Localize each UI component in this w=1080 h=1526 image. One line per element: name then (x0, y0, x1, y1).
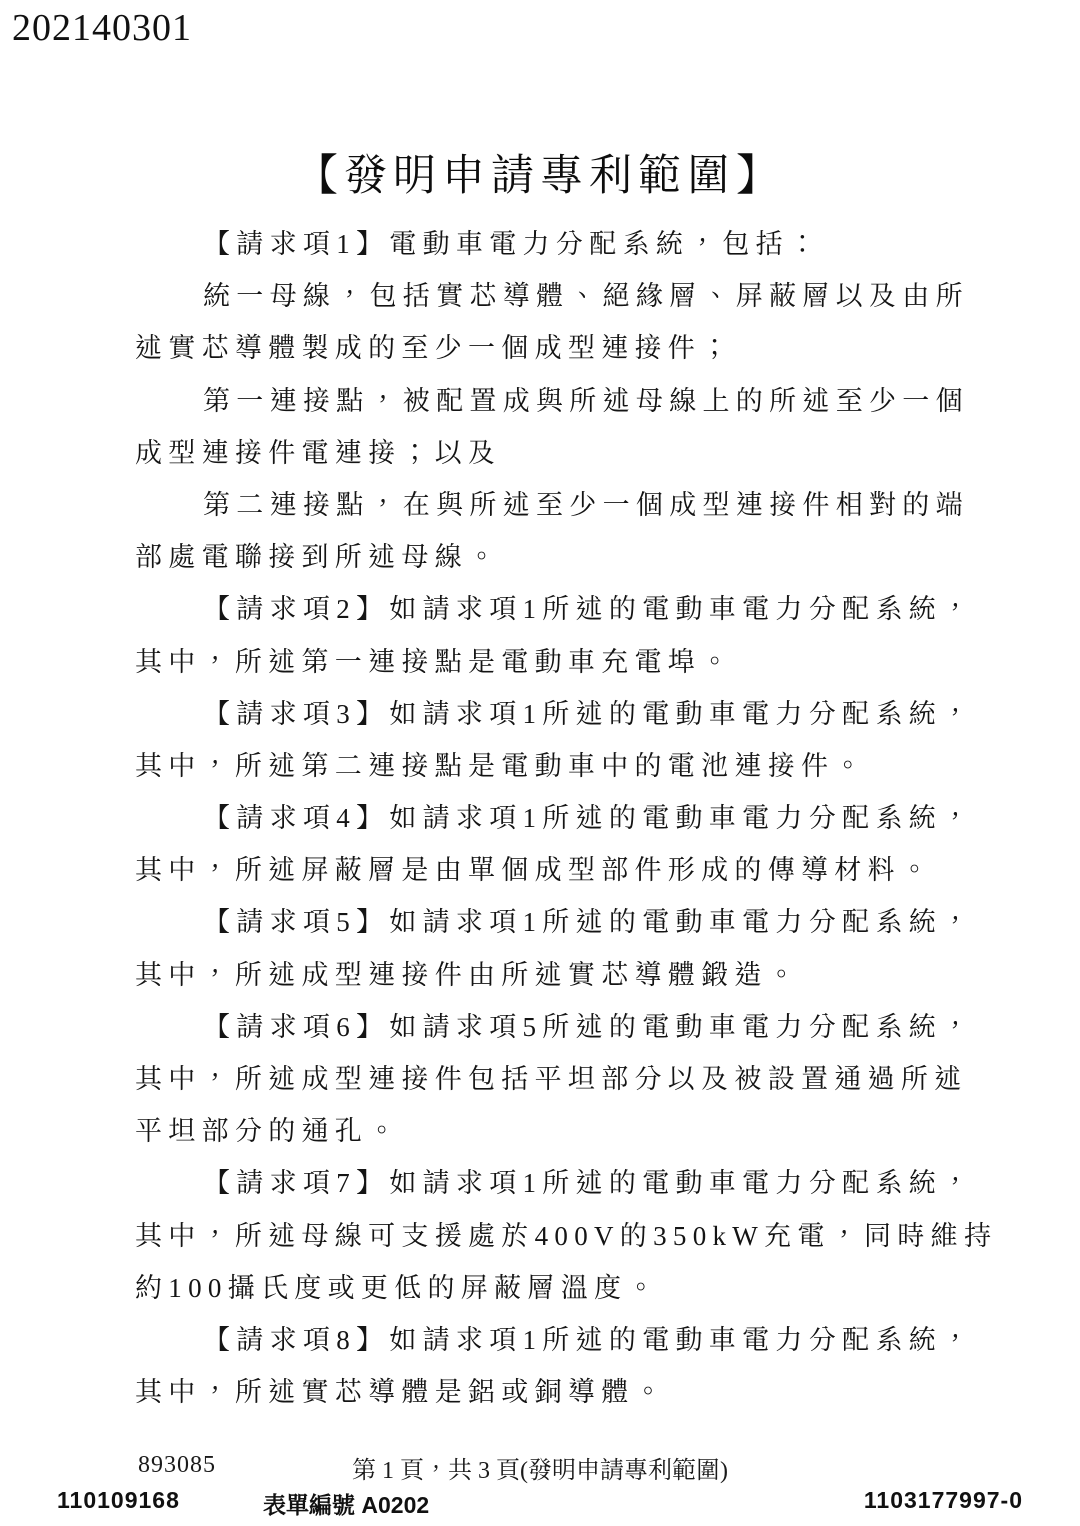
claim-line: 其中，所述成型連接件由所述實芯導體鍛造。 (135, 959, 801, 990)
footer-serial-number: 893085 (138, 1452, 216, 1478)
claim-line: 成型連接件電連接；以及 (135, 437, 502, 468)
claim-line: 其中，所述第一連接點是電動車充電埠。 (135, 646, 735, 677)
footer-document-number: 1103177997-0 (863, 1487, 1023, 1513)
claim-line: 【請求項2】如請求項1所述的電動車電力分配系統， (203, 594, 976, 625)
claim-line: 其中，所述第二連接點是電動車中的電池連接件。 (135, 750, 868, 781)
claim-line: 【請求項3】如請求項1所述的電動車電力分配系統， (203, 698, 976, 729)
claim-line: 【請求項8】如請求項1所述的電動車電力分配系統， (203, 1324, 976, 1355)
footer-page-info: 第 1 頁，共 3 頁(發明申請專利範圍) (352, 1458, 728, 1484)
claim-line: 統一母線，包括實芯導體、絕緣層、屏蔽層以及由所 (203, 281, 969, 312)
publication-number: 202140301 (12, 7, 192, 49)
claim-line: 【請求項4】如請求項1所述的電動車電力分配系統， (203, 803, 976, 834)
claim-line: 約100攝氏度或更低的屏蔽層溫度。 (135, 1272, 661, 1303)
footer-application-number: 110109168 (57, 1487, 180, 1513)
claim-line: 【請求項7】如請求項1所述的電動車電力分配系統， (203, 1168, 976, 1199)
claim-line: 【請求項1】電動車電力分配系統，包括： (203, 229, 823, 259)
document-title: 【發明申請專利範圍】 (295, 153, 785, 200)
claim-line: 其中，所述母線可支援處於400V的350kW充電，同時維持 (135, 1220, 998, 1251)
claim-line: 述實芯導體製成的至少一個成型連接件； (135, 333, 735, 364)
footer-form-number: 表單編號 A0202 (263, 1492, 430, 1518)
claim-line: 【請求項5】如請求項1所述的電動車電力分配系統， (203, 907, 976, 938)
claim-line: 第一連接點，被配置成與所述母線上的所述至少一個 (203, 385, 969, 416)
claim-line: 【請求項6】如請求項5所述的電動車電力分配系統， (203, 1011, 976, 1042)
claim-line: 其中，所述實芯導體是鋁或銅導體。 (135, 1377, 668, 1408)
claim-line: 部處電聯接到所述母線。 (135, 542, 502, 573)
claim-line: 其中，所述屏蔽層是由單個成型部件形成的傳導材料。 (135, 855, 935, 886)
claims-body (135, 218, 998, 1418)
claim-line: 平坦部分的通孔。 (135, 1116, 402, 1147)
claim-line: 其中，所述成型連接件包括平坦部分以及被設置通過所述 (135, 1064, 968, 1094)
claim-line: 第二連接點，在與所述至少一個成型連接件相對的端 (203, 489, 969, 520)
